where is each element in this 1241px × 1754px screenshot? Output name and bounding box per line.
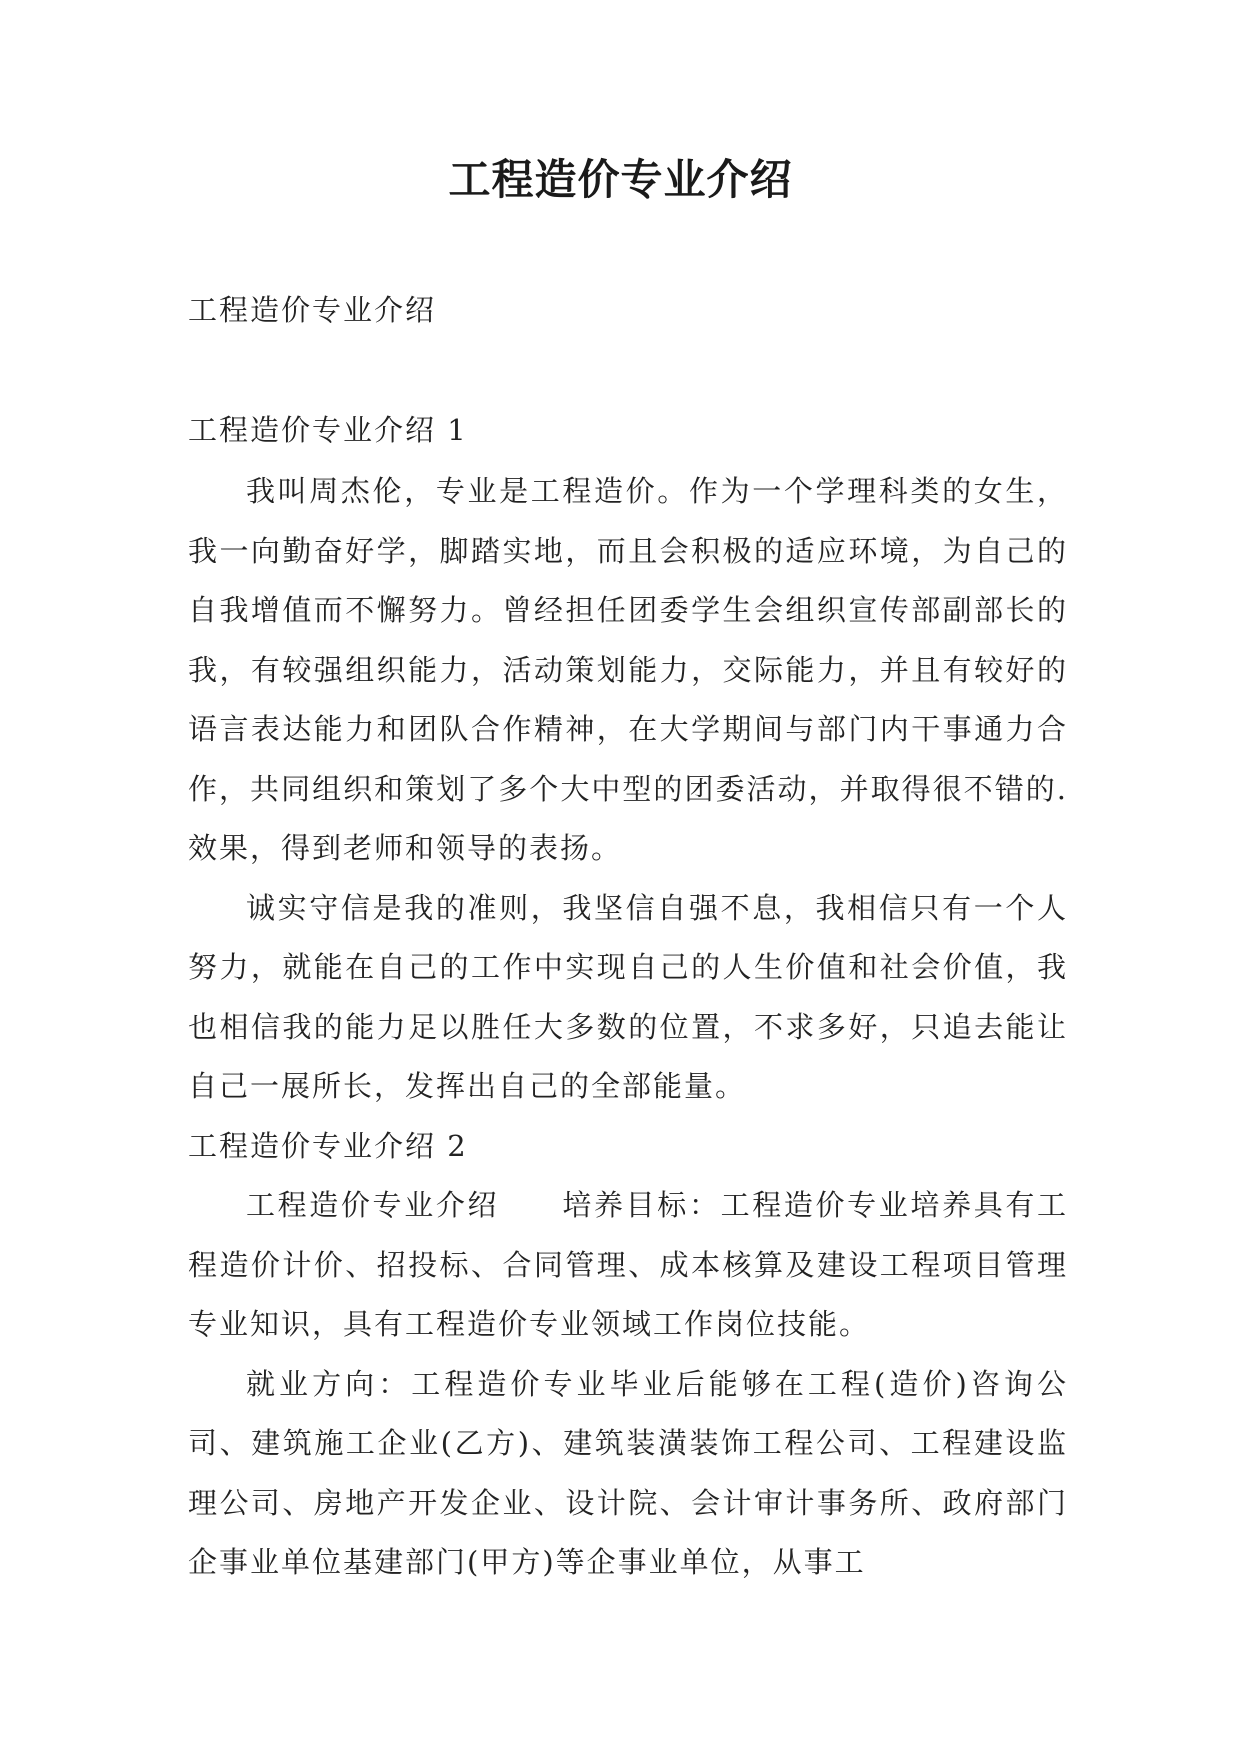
document-subtitle: 工程造价专业介绍 [188, 293, 437, 327]
section-2-heading: 工程造价专业介绍 2 [188, 1128, 468, 1163]
section-2-paragraph-2: 就业方向：工程造价专业毕业后能够在工程(造价)咨询公司、建筑施工企业(乙方)、建筑装潢装饰工程公司、工程建设监理公司、房地产开发企业、设计院、会计审计事务所、政府部门企事业单位基建部门(甲方)等企事业单位，从事工 [188, 1366, 1068, 1579]
document-title: 工程造价专业介绍 [448, 155, 793, 204]
section-2-paragraph-1: 工程造价专业介绍 培养目标：工程造价专业培养具有工程造价计价、招投标、合同管理、成本核算及建设工程项目管理专业知识，具有工程造价专业领域工作岗位技能。 [188, 1188, 1068, 1341]
section-1-paragraph-2: 诚实守信是我的准则，我坚信自强不息，我相信只有一个人努力，就能在自己的工作中实现自己的人生价值和社会价值，我也相信我的能力足以胜任大多数的位置，不求多好，只追去能让自己一展所长，发挥出自己的全部能量。 [188, 890, 1068, 1103]
document-body [188, 462, 1068, 1593]
section-1-heading: 工程造价专业介绍 1 [188, 413, 468, 447]
section-1-paragraph-1: 我叫周杰伦，专业是工程造价。作为一个学理科类的女生，我一向勤奋好学，脚踏实地，而且会积极的适应环境，为自己的自我增值而不懈努力。曾经担任团委学生会组织宣传部副部长的我，有较强组织能力，活动策划能力，交际能力，并且有较好的语言表达能力和团队合作精神，在大学期间与部门内干事通力合作，共同组织和策划了多个大中型的团委活动，并取得很不错的.效果，得到老师和领导的表扬。 [188, 474, 1068, 865]
